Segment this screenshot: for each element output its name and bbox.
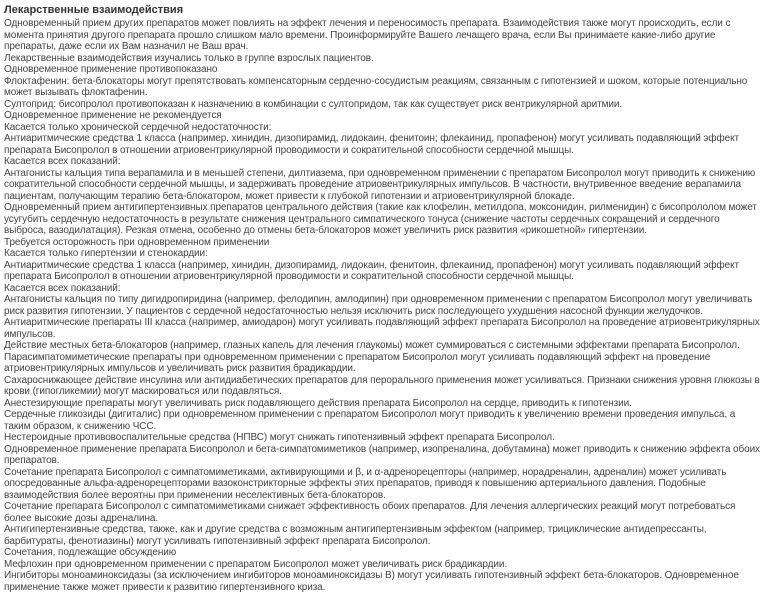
paragraph: Антиаритмические средства 1 класса (например, хинидин, дизопирамид, лидокаин, фенитоин; флекаинид, пропафенон) могут усиливать подавляющий эффект препарата Бисопролол в отношении атриовентрикулярной проводимости и сократительной способности сердечной мышцы. <box>4 133 739 156</box>
paragraph: Нестероидные противовоспалительные средства (НПВС) могут снижать гипотензивный эффект препарата Бисопролол. <box>4 432 555 443</box>
paragraph: Парасимпатомиметические препараты при одновременном применении с препаратом Бисопролол могут усиливать подавляющий эффект на проведение атриовентрикулярных импульсов и увеличивать риск развития брадикардии. <box>4 351 711 374</box>
paragraph: Одновременное применение противопоказано <box>4 64 218 75</box>
section-title: Лекарственные взаимодействия <box>4 4 184 16</box>
paragraph: Сочетание препарата Бисопролол с симпатомиметиками снижает эффективность обоих препаратов. Для лечения аллергических реакций могут потребоваться более высокие дозы адреналина. <box>4 501 736 524</box>
paragraph: Антиаритмические средства 1 класса (например, хинидин, дизопирамид, лидокаин, фенитоин, флекаинид, пропафенон) могут усиливать подавляющий эффект препарата Бисопролол в отношении атриовентрикулярной проводимости и сократительной способности сердечной мышцы. <box>4 259 739 282</box>
paragraph: Султоприд: бисопролол противопоказан к назначению в комбинации с султопридом, так как существует риск вентрикулярной аритмии. <box>4 98 623 110</box>
paragraph: Одновременное применение не рекомендуется <box>4 110 222 121</box>
paragraph: Касается только гипертензии и стенокардии: <box>4 248 208 259</box>
paragraph: Лекарственные взаимодействия изучались только в группе взрослых пациентов. <box>4 52 374 64</box>
paragraph: Действие местных бета-блокаторов (например, глазных капель для лечения глаукомы) может суммироваться с системными эффектами препарата Бисопролол. <box>4 340 740 351</box>
paragraph: Флоктафенин: бета-блокаторы могут препятствовать компенсаторным сердечно-сосудистым реакциям, связанным с гипотензией и шоком, которые потенциально может вызывать флоктафенин. <box>4 75 748 98</box>
paragraph: Антагонисты кальция по типу дигидропиридина (например, фелодипин, амлодипин) при одновременном применении с препаратом Бисопролол могут увеличивать риск развития гипотензии. У пациентов с сердечной недостаточностью нельзя исключить риск последующего ухудшения насосной функции желудочков. <box>4 294 753 317</box>
paragraph: Сахароснижающее действие инсулина или антидиабетических препаратов для перорального применения может усиливаться. Признаки снижения уровня глюкозы в крови (гипогликемии) могут маскироваться или подавляться. <box>4 374 760 397</box>
paragraph: Сочетания, подлежащие обсуждению <box>4 547 177 558</box>
paragraph: Одновременное применение препарата Бисопролол и бета-симпатомиметиков (например, изопреналина, добутамина) может приводить к снижению эффекта обоих препаратов. <box>4 443 760 466</box>
paragraph: Требуется осторожность при одновременном применении <box>4 236 270 248</box>
paragraph: Одновременный прием других препаратов может повлиять на эффект лечения и переносимость препарата. Взаимодействия также могут происходить, если с момента принятия другого препарата прошло слишком мало времени. Проинформируйте Вашего лечащего врача, если Вы принимаете какие-либо другие препараты, даже если их Вам назначил не Ваш врач. <box>4 18 731 52</box>
paragraph: Антигипертензивные средства, также, как и другие средства с возможным антигипертензивным эффектом (например, трициклические антидепрессанты, барбитураты, фенотиазины) могут усиливать гипотензивный эффект препарата Бисопролол. <box>4 524 707 547</box>
paragraph: Касается только хронической сердечной недостаточности: <box>4 121 272 133</box>
paragraph: Сочетание препарата Бисопролол с симпатомиметиками, активирующими и β, и α-адренорецепторы (например, норадреналин, адреналин) может усиливать опосредованные альфа-адренорецепторами вазоконстрикторные эффекты этих препаратов, приводя к повышению артериального давления. Подобные взаимодействия более вероятны при применении неселективных бета-блокаторов. <box>4 466 727 501</box>
paragraph: Одновременный прием антигипертензивных препаратов центрального действия (такие как клофелин, метилдопа, моксонидин, рилменидин) с бисопрололом может усугубить сердечную недостаточность в результате снижения центрального симпатического тонуса (снижение частоты сердечных сокращений и сердечного выброса, вазодилатация). Резкая отмена, особенно до отмены бета-блокаторов может увеличить риск развития «рикошетной» гипертензии. <box>4 202 757 236</box>
paragraph: Ингибиторы моноаминоксидазы (за исключением ингибиторов моноаминоксидазы В) могут усиливать гипотензивный эффект бета-блокаторов. Одновременное применение также может привести к развитию гипертензивного криза. <box>4 570 739 593</box>
paragraph: Сердечные гликозиды (дигиталис) при одновременном применении с препаратом Бисопролол могут приводить к увеличению времени проведения импульса, а таким образом, к снижению ЧСС. <box>4 409 736 432</box>
paragraph: Касается всех показаний: <box>4 282 121 294</box>
paragraph-list <box>4 18 764 593</box>
paragraph: Антиаритмические препараты III класса (например, амиодарон) могут усиливать подавляющий эффект препарата Бисопролол на проведение атриовентрикулярных импульсов. <box>4 317 760 340</box>
paragraph: Антагонисты кальция типа верапамила и в меньшей степени, дилтиазема, при одновременном применении с препаратом Бисопролол могут приводить к снижению сократительной способности сердечной мышцы, и задерживать проведение атриовентрикулярных импульсов. В частности, внутривенное введение верапамила пациентам, получающим терапию бета-блокатором, может привести к глубокой гипотензии и атриовентрикулярной блокаде. <box>4 167 756 202</box>
paragraph: Касается всех показаний: <box>4 156 121 167</box>
paragraph: Мефлохин при одновременном применении с препаратом Бисопролол может увеличивать риск брадикардии. <box>4 558 508 570</box>
paragraph: Анестезирующие препараты могут увеличивать риск подавляющего действия препарата Бисопролол на сердце, приводить к гипотензии. <box>4 397 632 409</box>
